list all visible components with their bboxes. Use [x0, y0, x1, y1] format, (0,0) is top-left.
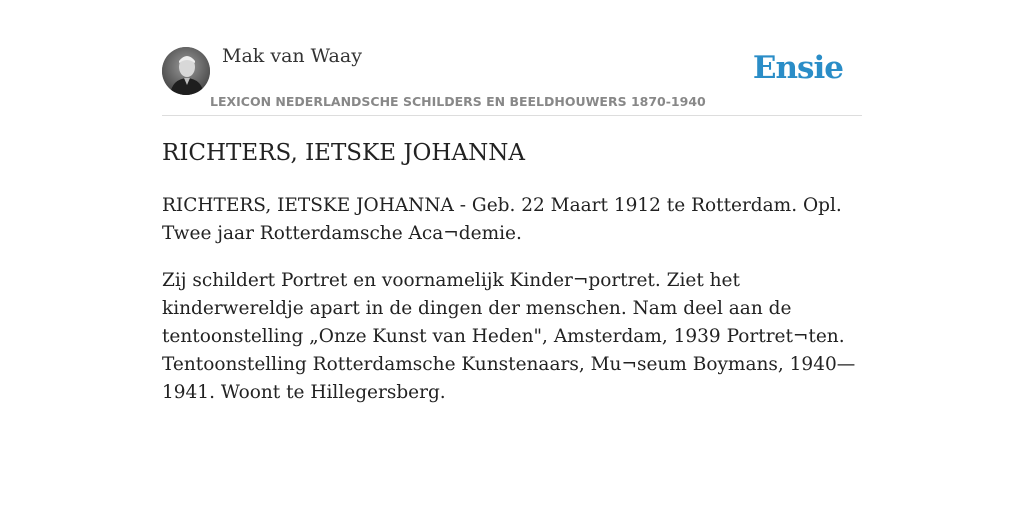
lexicon-link[interactable]: LEXICON NEDERLANDSCHE SCHILDERS EN BEELDHOUWERS 1870-1940 — [210, 94, 706, 109]
avatar[interactable] — [162, 47, 210, 95]
header — [162, 0, 862, 116]
article-title: RICHTERS, IETSKE JOHANNA — [162, 140, 525, 166]
article-paragraph: Zij schildert Portret en voornamelijk Kinder¬portret. Ziet het kinderwereldje apart in de dingen der menschen. Nam deel aan de tentoonstelling „Onze Kunst van Heden", Amsterdam, 1939 Portret¬ten. Tentoonstelling Rotterdamsche Kunstenaars, Mu¬seum Boymans, 1940—1941. Woont te Hillegersberg. — [162, 270, 856, 403]
article-paragraph: RICHTERS, IETSKE JOHANNA - Geb. 22 Maart 1912 te Rotterdam. Opl. Twee jaar Rotterdamsche Aca¬demie. — [162, 195, 842, 244]
ensie-logo[interactable]: Ensie — [752, 50, 843, 86]
author-portrait-icon — [162, 47, 210, 95]
article-body — [162, 192, 862, 426]
author-name[interactable]: Mak van Waay — [222, 45, 362, 67]
page-container — [162, 0, 862, 403]
